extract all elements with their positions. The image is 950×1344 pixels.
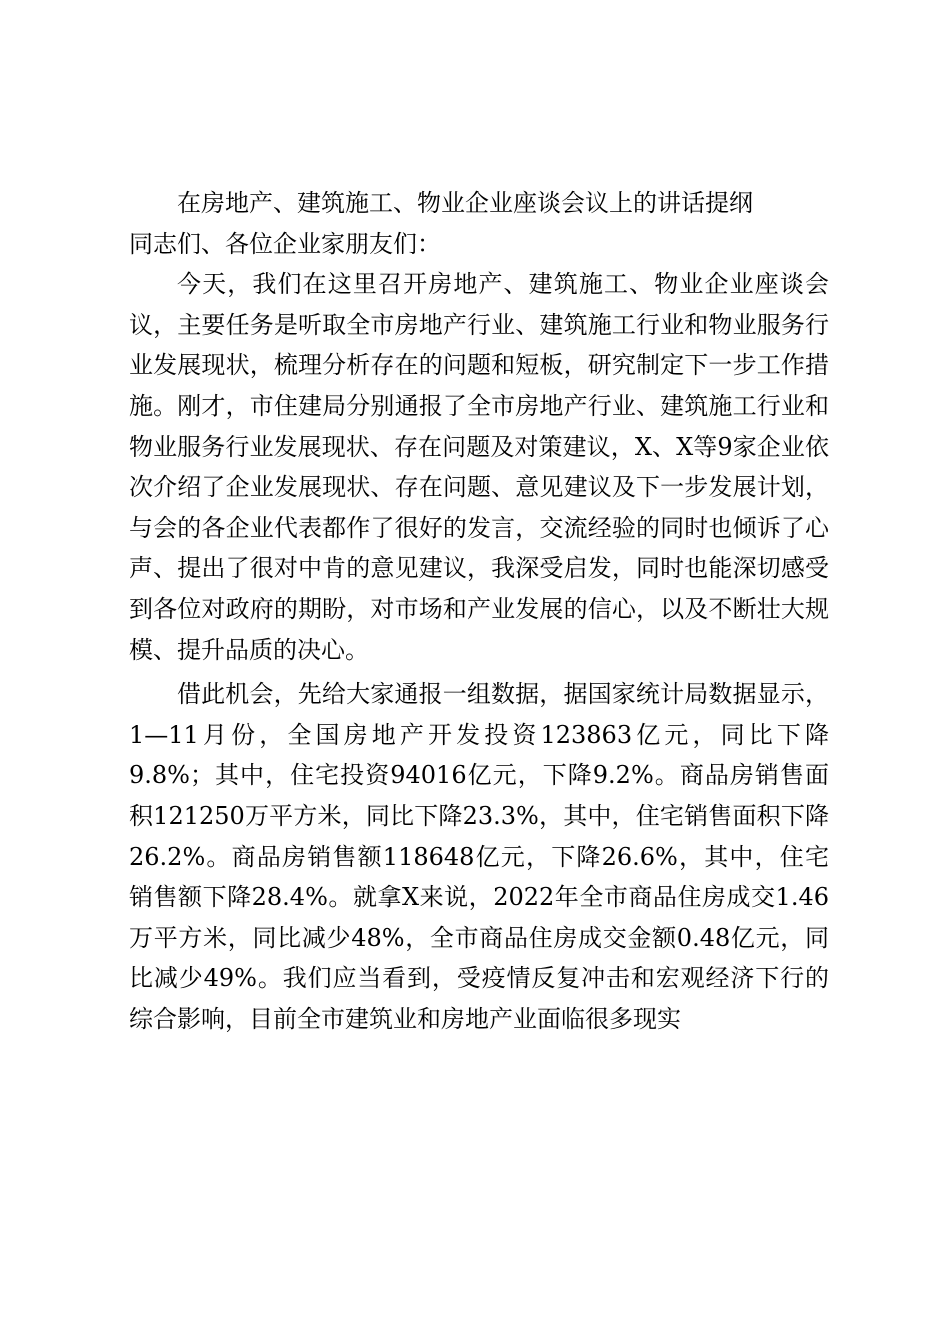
document-title: 在房地产、建筑施工、物业企业座谈会议上的讲话提纲 bbox=[177, 189, 753, 217]
paragraph-statistics: 借此机会，先给大家通报一组数据，据国家统计局数据显示，1—11月份，全国房地产开发投资123863亿元，同比下降9.8%；其中，住宅投资94016亿元，下降9.2%。商品房销售面积121250万平方米，同比下降23.3%，其中，住宅销售面积下降26.2%。商品房销售额118648亿元，下降26.6%，其中，住宅销售额下降28.4%。就拿X来说，2022年全市商品住房成交1.46万平方米，同比减少48%，全市商品住房成交金额0.48亿元，同比减少49%。我们应当看到，受疫情反复冲击和宏观经济下行的综合影响，目前全市建筑业和房地产业面临很多现实 bbox=[129, 680, 829, 1033]
salutation: 同志们、各位企业家朋友们： bbox=[129, 229, 441, 258]
document-body bbox=[129, 183, 829, 1039]
paragraph-opening: 今天，我们在这里召开房地产、建筑施工、物业企业座谈会议，主要任务是听取全市房地产行业、建筑施工行业和物业服务行业发展现状，梳理分析存在的问题和短板，研究制定下一步工作措施。刚才，市住建局分别通报了全市房地产行业、建筑施工行业和物业服务行业发展现状、存在问题及对策建议，X、X等9家企业依次介绍了企业发展现状、存在问题、意见建议及下一步发展计划，与会的各企业代表都作了很好的发言，交流经验的同时也倾诉了心声、提出了很对中肯的意见建议，我深受启发，同时也能深切感受到各位对政府的期盼，对市场和产业发展的信心，以及不断壮大规模、提升品质的决心。 bbox=[129, 270, 829, 664]
